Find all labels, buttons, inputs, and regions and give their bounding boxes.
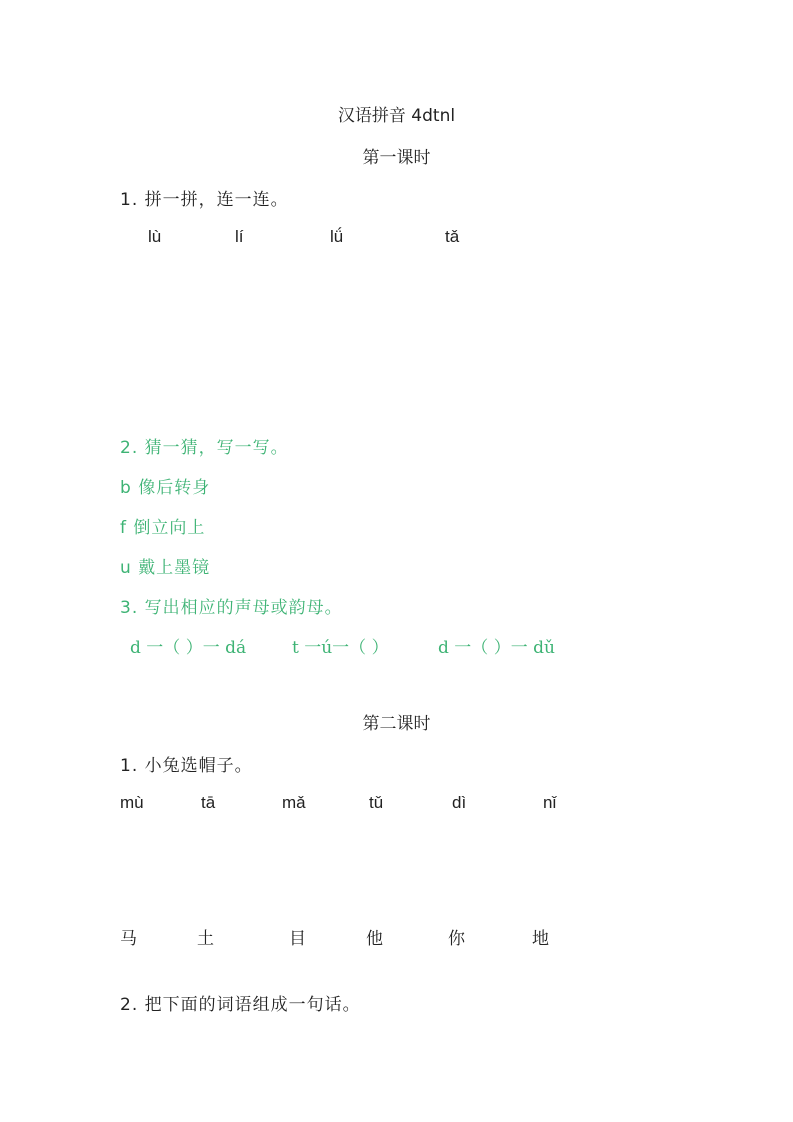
pinyin-item: lí bbox=[235, 227, 244, 246]
hanzi-item: 他 bbox=[366, 929, 383, 949]
fill-blank-item: d 一（ ）一 dǔ bbox=[438, 638, 555, 658]
pinyin-item: mǎ bbox=[282, 793, 306, 812]
lesson-2-heading: 第二课时 bbox=[362, 714, 431, 734]
hanzi-item: 地 bbox=[532, 929, 549, 949]
pinyin-item: tǎ bbox=[445, 227, 460, 246]
pinyin-item: tā bbox=[201, 793, 216, 812]
fill-blank-item: d 一（ ）一 dá bbox=[130, 638, 247, 658]
hanzi-item: 马 bbox=[120, 929, 137, 949]
pinyin-item: nǐ bbox=[543, 793, 557, 812]
lesson-1-q1-prompt: 1. 拼一拼，连一连。 bbox=[120, 190, 289, 210]
document-title: 汉语拼音 4dtnl bbox=[337, 106, 456, 126]
fill-blank-item: t 一ú一（ ） bbox=[292, 638, 389, 658]
riddle-item: b 像后转身 bbox=[120, 478, 211, 498]
lesson-2-q1-prompt: 1. 小兔选帽子。 bbox=[120, 756, 253, 776]
pinyin-item: mù bbox=[120, 793, 144, 812]
hanzi-item: 你 bbox=[448, 929, 465, 949]
riddle-item: u 戴上墨镜 bbox=[120, 558, 211, 578]
lesson-1-heading: 第一课时 bbox=[362, 148, 431, 168]
lesson-2-q2-prompt: 2. 把下面的词语组成一句话。 bbox=[120, 995, 361, 1015]
lesson-1-q2-prompt: 2. 猜一猜，写一写。 bbox=[120, 438, 289, 458]
pinyin-item: lǘ bbox=[330, 227, 344, 246]
pinyin-item: tǔ bbox=[369, 793, 384, 812]
hanzi-item: 目 bbox=[289, 929, 306, 949]
pinyin-item: lù bbox=[148, 227, 162, 246]
hanzi-item: 土 bbox=[197, 929, 214, 949]
riddle-item: f 倒立向上 bbox=[120, 518, 206, 538]
pinyin-item: dì bbox=[452, 793, 467, 812]
lesson-1-q3-prompt: 3. 写出相应的声母或韵母。 bbox=[120, 598, 343, 618]
